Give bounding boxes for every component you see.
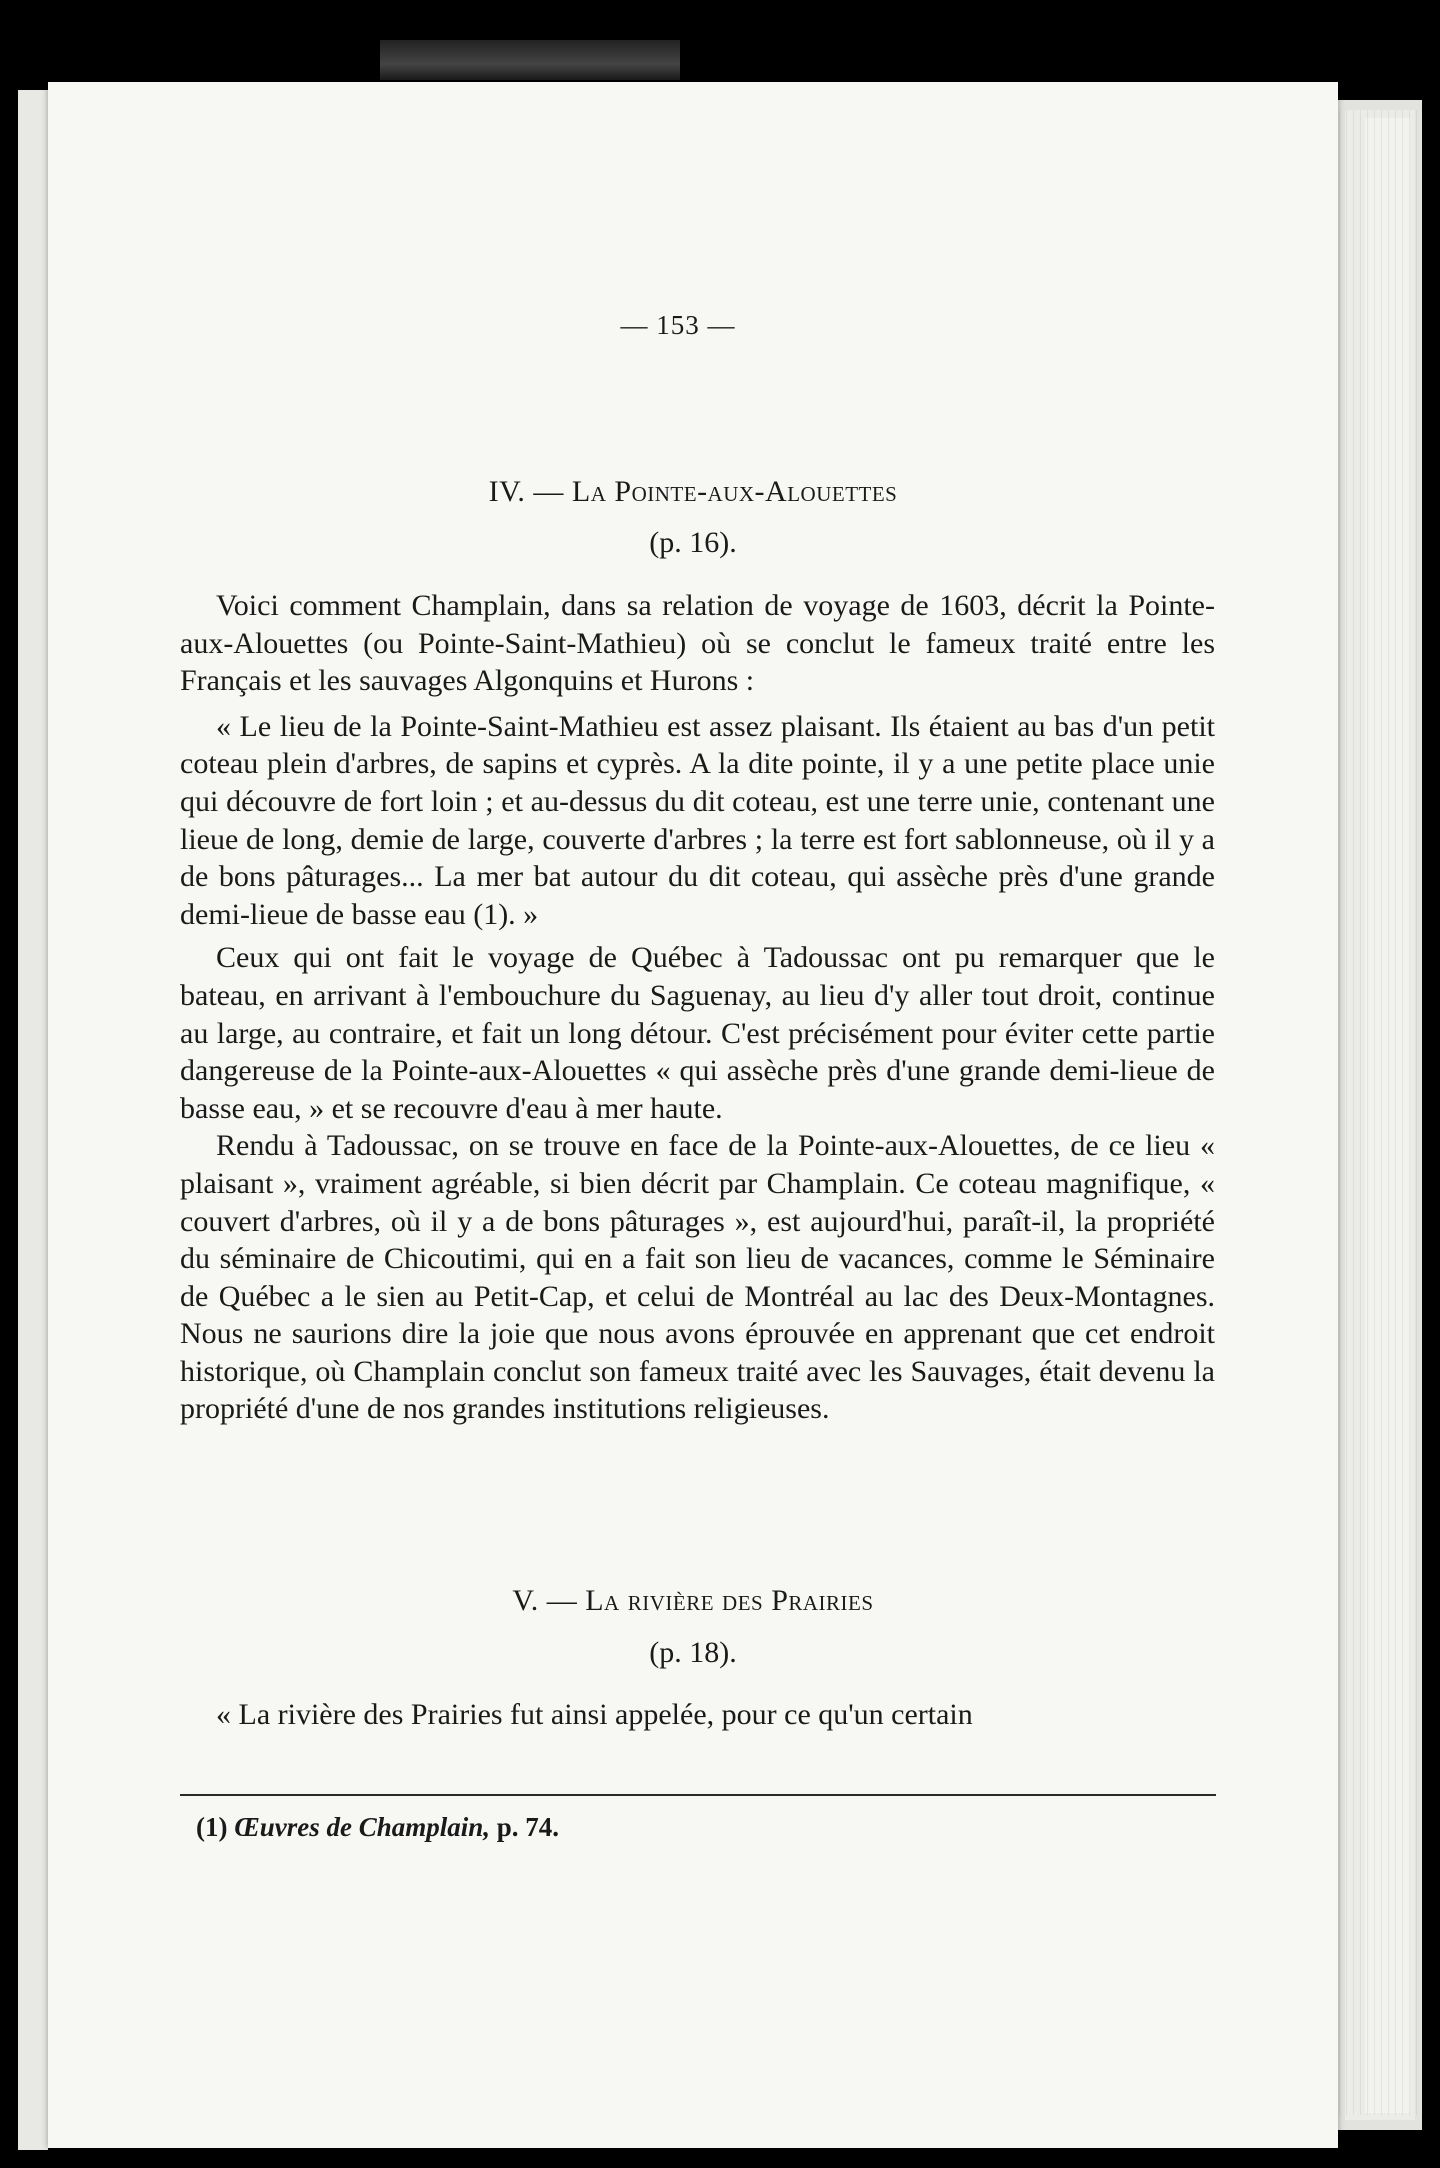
book-page bbox=[48, 82, 1338, 2148]
section-heading-iv: IV. — La Pointe-aux-Alouettes bbox=[488, 475, 898, 508]
paragraph: Ceux qui ont fait le voyage de Québec à Tadoussac ont pu remarquer que le bateau, en arrivant à l'embouchure du Saguenay, au lieu d'y aller tout droit, continue au large, au contraire, et fait un long détour. C'est précisément pour éviter cette partie dangereuse de la Pointe-aux-Alouettes « qui assèche près d'une grande demi-lieue de basse eau, » et se recouvre d'eau à mer haute. bbox=[180, 941, 1215, 1125]
paragraph: « La rivière des Prairies fut ainsi appelée, pour ce qu'un certain bbox=[216, 1698, 973, 1731]
scan-shadow bbox=[380, 40, 680, 80]
footnote-marker: (1) bbox=[196, 1812, 228, 1842]
quotation-paragraph: « Le lieu de la Pointe-Saint-Mathieu est assez plaisant. Ils étaient au bas d'un petit coteau plein d'arbres, de sapins et cyprès. A la dite pointe, il y a une petite place unie qui découvre de fort loin ; et au-dessus du dit coteau, est une terre unie, contenant une lieue de long, demie de large, couverte d'arbres ; la terre est fort sablonneuse, où il y a de bons pâturages... La mer bat autour du dit coteau, qui assèche près d'une grande demi-lieue de basse eau (1). » bbox=[180, 709, 1215, 931]
paragraph: Voici comment Champlain, dans sa relation de voyage de 1603, décrit la Pointe-aux-Alouettes (ou Pointe-Saint-Mathieu) où se conclut le fameux traité entre les Français et les sauvages Algonquins et Hurons : bbox=[180, 589, 1215, 698]
footnote-page: p. 74. bbox=[496, 1812, 560, 1842]
section-subheading-v: (p. 18). bbox=[649, 1636, 737, 1669]
page-number: — 153 — bbox=[620, 310, 736, 340]
paragraph: Rendu à Tadoussac, on se trouve en face de la Pointe-aux-Alouettes, de ce lieu « plaisant », vraiment agréable, si bien décrit par Champlain. Ce coteau magnifique, « couvert d'arbres, où il y a de bons pâturages », est aujourd'hui, paraît-il, la propriété du séminaire de Chicoutimi, qui en a fait son lieu de vacances, comme le Séminaire de Québec a le sien au Petit-Cap, et celui de Montréal au lac des Deux-Montagnes. Nous ne saurions dire la joie que nous avons éprouvée en apprenant que cet endroit historique, où Champlain conclut son fameux traité avec les Sauvages, était devenu la propriété d'une de nos grandes institutions religieuses. bbox=[180, 1129, 1215, 1426]
body-text-v bbox=[180, 1696, 1215, 1734]
footnote-title: Œuvres de Champlain, bbox=[234, 1812, 490, 1842]
section-heading-v: V. — La rivière des Prairies bbox=[512, 1584, 874, 1617]
page-stack-lines bbox=[1332, 110, 1418, 2115]
previous-page-edge bbox=[18, 90, 48, 2150]
footnote bbox=[196, 1812, 1216, 1843]
body-text-iv bbox=[180, 587, 1215, 1428]
section-subheading-iv: (p. 16). bbox=[649, 526, 737, 559]
footnote-divider bbox=[180, 1794, 1216, 1796]
